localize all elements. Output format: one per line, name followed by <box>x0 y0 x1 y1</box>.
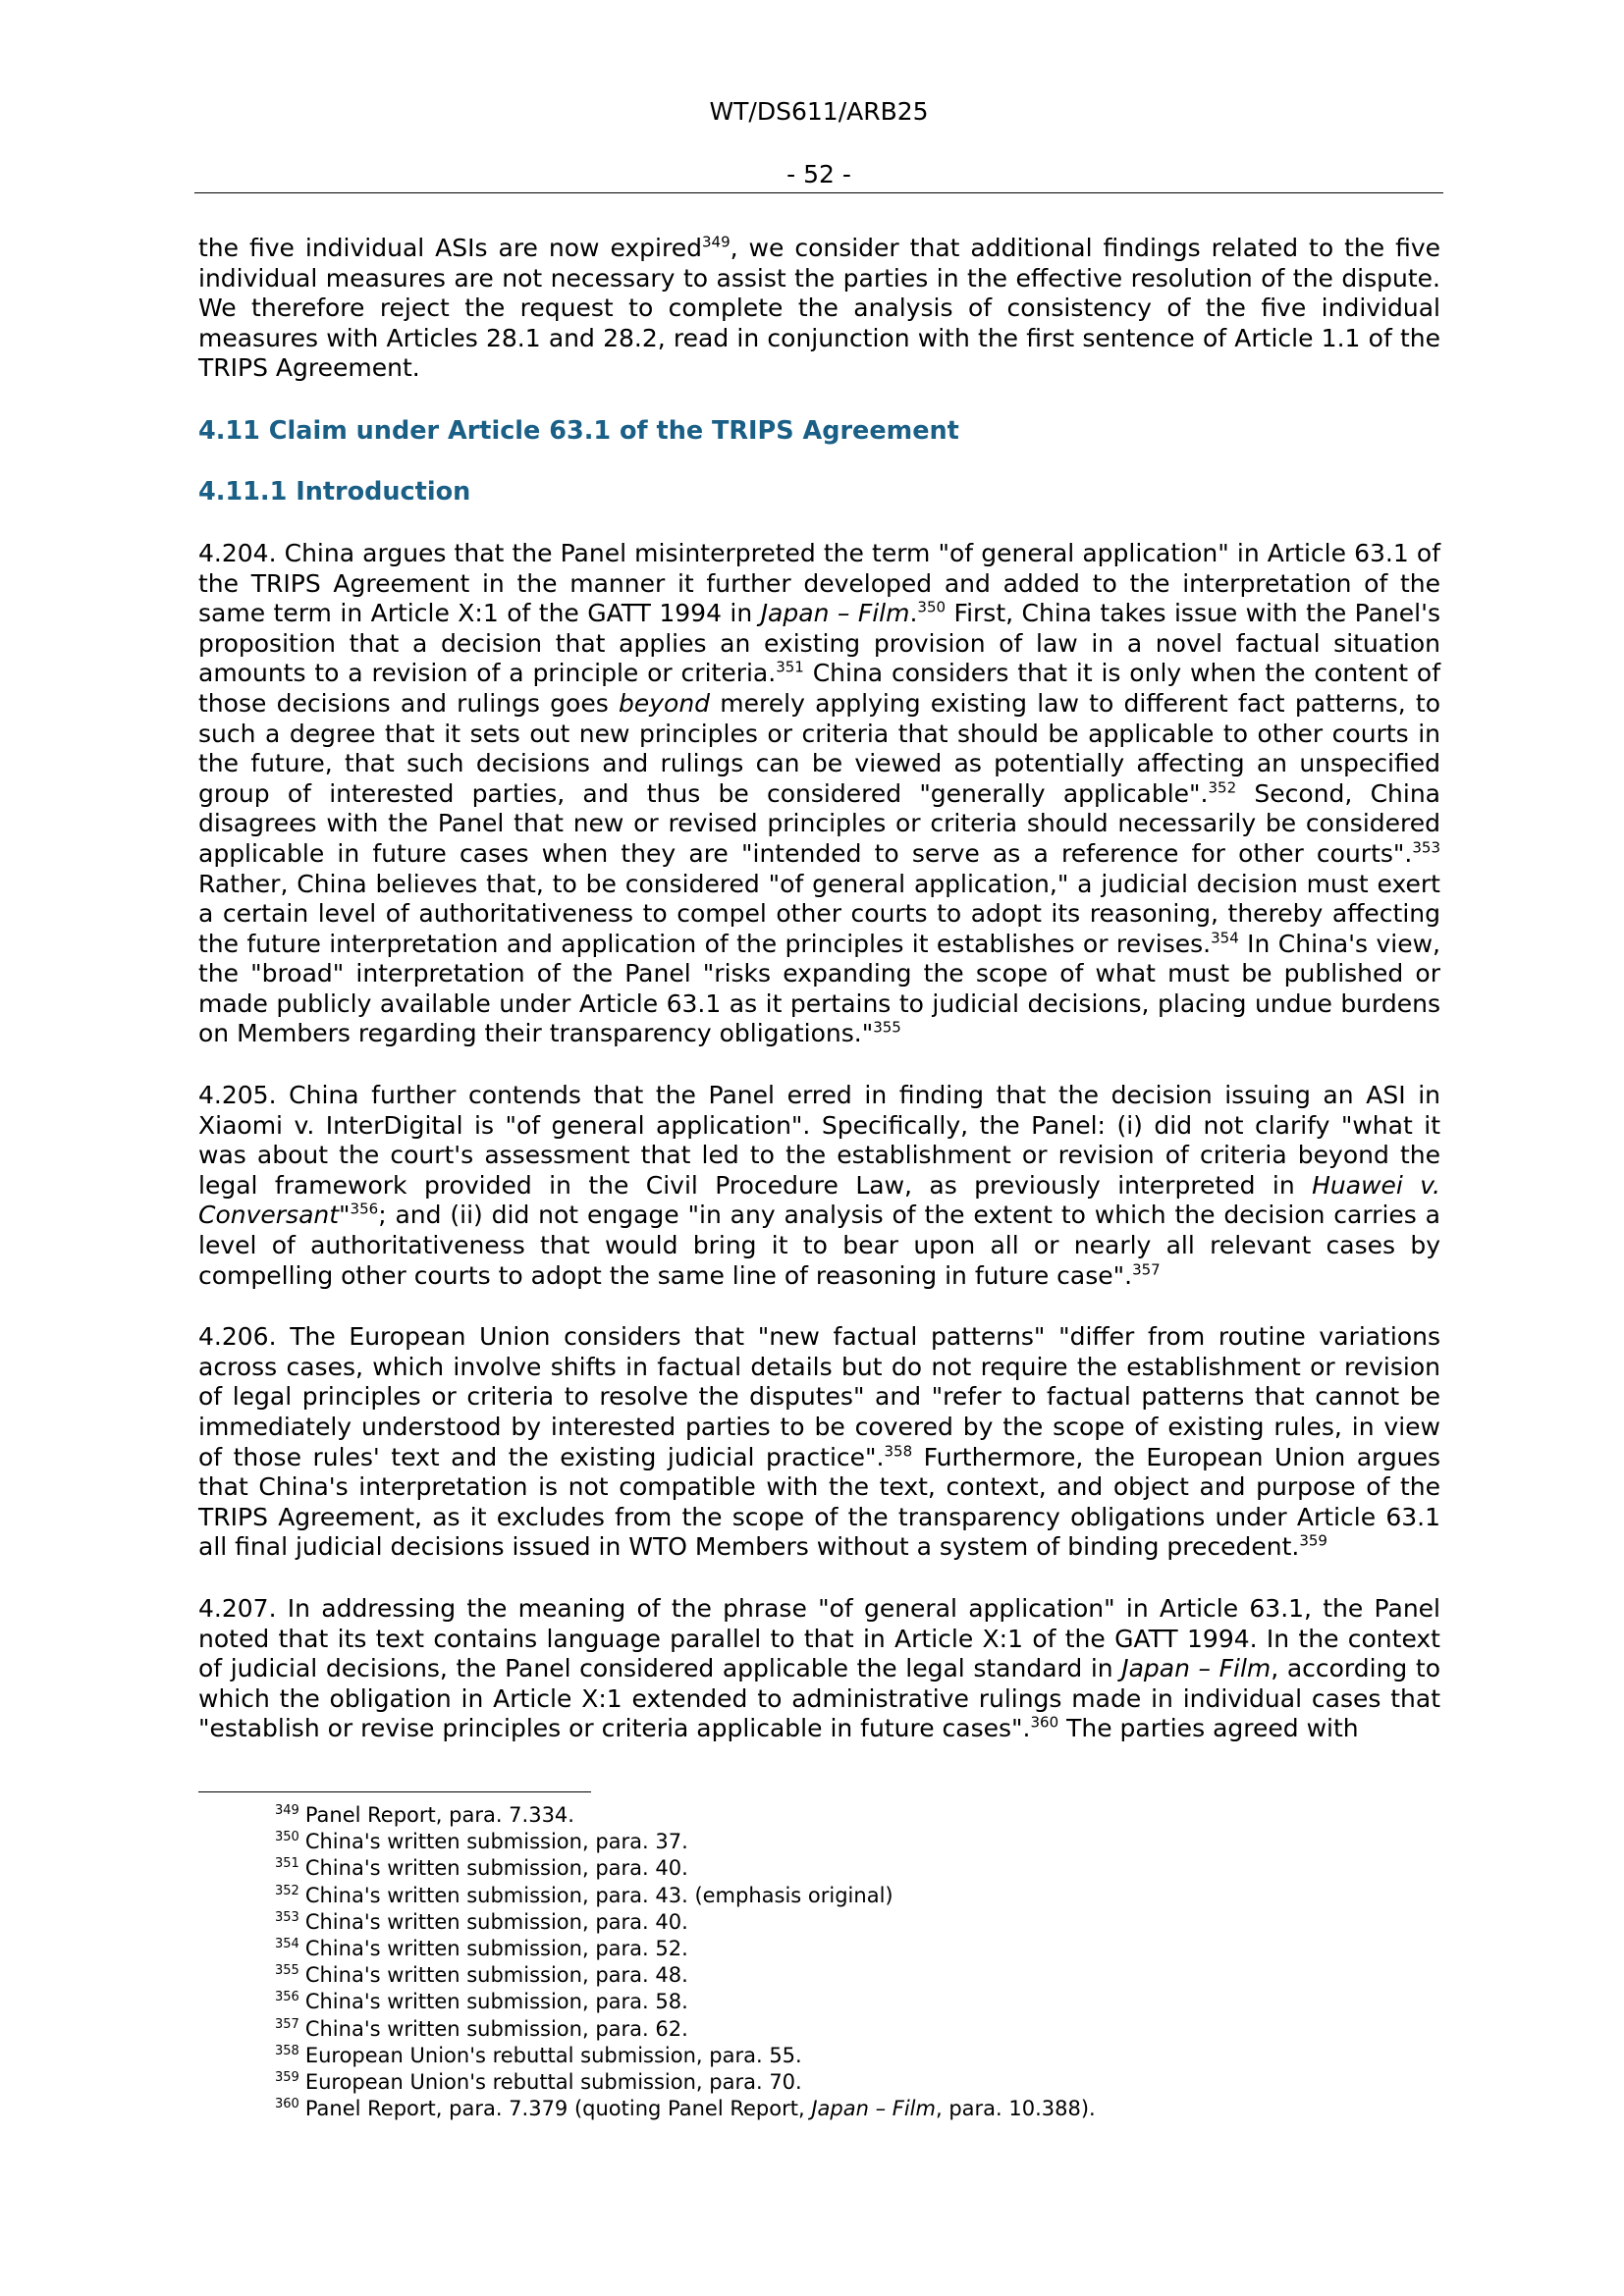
text-run: 4.206. The European Union considers that "new factual patterns" "differ from routine variations across cases, which involve shifts in factual details but do not require the establishment or revision of legal principles or criteria to resolve the disputes" and "refer to factual patterns that cannot be immediately understood by interested parties to be covered by the scope of existing rules, in view of those rules' text and the existing judicial practice". <box>198 1322 1440 1471</box>
footnote-text: China's written submission, para. 43. (emphasis original) <box>304 1883 893 1907</box>
text-run: Furthermore, the European Union argues that China's interpretation is not compatible with the text, context, and object and purpose of the TRIPS Agreement, as it excludes from the scope of the transparency obligations under Article 63.1 all final judicial decisions issued in WTO Members without a system of binding precedent. <box>198 1442 1440 1562</box>
footnote-text: China's written submission, para. 62. <box>304 2016 688 2041</box>
footnote-number: 351 <box>275 1856 299 1872</box>
document-symbol: WT/DS611/ARB25 <box>709 97 929 126</box>
footnote-number: 355 <box>275 1963 299 1979</box>
section-heading: 4.11 Claim under Article 63.1 of the TRIPS Agreement <box>198 415 959 446</box>
text-run: China considers that it is only when the content of those decisions and rulings goes <box>198 659 1440 718</box>
footnote <box>275 2096 1434 2122</box>
footnotes <box>275 1802 1434 2122</box>
paragraph-4-204 <box>198 539 1440 1049</box>
emphasis: beyond <box>618 688 711 718</box>
footnote-ref[interactable]: 360 <box>1030 1714 1059 1733</box>
footnote <box>275 1936 1434 1962</box>
footnote <box>275 1802 1434 1829</box>
paragraph-4-206 <box>198 1322 1440 1563</box>
case-name: Japan – Film <box>1121 1654 1272 1683</box>
text-run: merely applying existing law to different fact patterns, to such a degree that it sets out new principles or criteria that should be applicable to other courts in the future, that such decisions and rulings can be viewed as potentially affecting an unspecified group of interested parties, and thus be considered "generally applicable". <box>198 688 1440 808</box>
text-run: " <box>339 1201 351 1230</box>
footnote-text: China's written submission, para. 58. <box>304 1990 688 2014</box>
footnote <box>275 1989 1434 2015</box>
footnote <box>275 1962 1434 1989</box>
footnote-text: China's written submission, para. 40. <box>304 1909 688 1934</box>
footnote-number: 349 <box>275 1803 299 1818</box>
page-number: - 52 - <box>786 160 851 188</box>
footnote-ref[interactable]: 355 <box>873 1019 901 1038</box>
text-run: 4.207. In addressing the meaning of the phrase "of general application" in Article 63.1, the Panel noted that its text contains language parallel to that in Article X:1 of the GATT 1994. In the context of judicial decisions, the Panel considered applicable the legal standard in <box>198 1593 1440 1683</box>
text-run: 4.205. China further contends that the Panel erred in finding that the decision issuing an ASI in Xiaomi v. InterDigital is "of general application". Specifically, the Panel: (i) did not clarify "what it was about the court's assessment that led to the establishment or revision of criteria beyond the legal framework provided in the Civil Procedure Law, as previously interpreted in <box>198 1081 1440 1200</box>
footnote-ref[interactable]: 353 <box>1412 838 1440 857</box>
paragraph-4-207 <box>198 1594 1440 1744</box>
footnote-text: Panel Report, para. 7.334. <box>304 1803 574 1827</box>
text-run: , according to which the obligation in Article X:1 extended to administrative rulings made in individual cases that "establish or revise principles or criteria applicable in future cases". <box>198 1654 1440 1743</box>
case-name: Japan – Film <box>760 599 910 628</box>
footnote <box>275 2069 1434 2096</box>
text-run: Rather, China believes that, to be considered "of general application," a judicial decision must exert a certain level of authoritativeness to compel other courts to adopt its reasoning, thereby affecting the future interpretation and application of the principles it establishes or revises. <box>198 869 1440 958</box>
text-run: the five individual ASIs are now expired <box>198 234 702 262</box>
footnote-ref[interactable]: 359 <box>1299 1532 1327 1551</box>
footnote-ref[interactable]: 358 <box>884 1442 913 1461</box>
footnote-ref[interactable]: 349 <box>701 233 731 251</box>
footnote <box>275 1855 1434 1882</box>
footnote-ref[interactable]: 351 <box>776 659 804 677</box>
footnote <box>275 2016 1434 2043</box>
footnote-number: 359 <box>275 2070 299 2086</box>
footnote-number: 354 <box>275 1937 299 1952</box>
text-run: . <box>909 599 918 628</box>
footnote <box>275 1829 1434 1855</box>
case-name: Japan – Film <box>811 2097 936 2121</box>
footnote-number: 358 <box>275 2043 299 2058</box>
text-run: ; and (ii) did not engage "in any analysis of the extent to which the decision carries a level of authoritativeness that would bring it to bear upon all or nearly all relevant cases by compelling other courts to adopt the same line of reasoning in future case". <box>198 1201 1440 1290</box>
text-run: , we consider that additional findings related to the five individual measures are not necessary to assist the parties in the effective resolution of the dispute. We therefore reject the request to complete the analysis of consistency of the five individual measures with Articles 28.1 and 28.2, read in conjunction with the first sentence of Article 1.1 of the TRIPS Agreement. <box>198 234 1441 383</box>
document-body <box>198 234 1440 1744</box>
footnote-text: China's written submission, para. 40. <box>304 1856 688 1881</box>
text-run: First, China takes issue with the Panel's proposition that a decision that applies an existing provision of law in a novel factual situation amounts to a revision of a principle or criteria. <box>198 599 1441 688</box>
footnote-number: 360 <box>275 2097 299 2112</box>
footnote-number: 357 <box>275 2016 299 2032</box>
footnote-text: European Union's rebuttal submission, para. 55. <box>304 2043 802 2067</box>
footnote-ref[interactable]: 352 <box>1208 778 1237 797</box>
footnote-separator <box>198 1791 591 1792</box>
footnote-text: Panel Report, para. 7.379 (quoting Panel Report, <box>304 2097 812 2121</box>
paragraph-4-205 <box>198 1081 1440 1291</box>
footnote-number: 352 <box>275 1883 299 1898</box>
text-run: Second, China disagrees with the Panel that new or revised principles or criteria should necessarily be considered applicable in future cases when they are "intended to serve as a reference for other courts". <box>198 778 1440 868</box>
footnote-number: 353 <box>275 1909 299 1925</box>
text-run: In China's view, the "broad" interpretation of the Panel "risks expanding the scope of what must be published or made publicly available under Article 63.1 as it pertains to judicial decisions, placing undue burdens on Members regarding their transparency obligations." <box>198 929 1440 1048</box>
header-rule <box>194 192 1443 193</box>
subsection-heading: 4.11.1 Introduction <box>198 476 471 507</box>
footnote-text: European Union's rebuttal submission, para. 70. <box>304 2070 802 2095</box>
footnote <box>275 2043 1434 2069</box>
footnote-ref[interactable]: 357 <box>1132 1260 1161 1279</box>
footnote <box>275 1883 1434 1909</box>
footnote-number: 350 <box>275 1830 299 1845</box>
footnote <box>275 1909 1434 1936</box>
footnote-text: China's written submission, para. 37. <box>304 1830 688 1854</box>
footnote-ref[interactable]: 350 <box>917 598 947 616</box>
footnote-text: China's written submission, para. 48. <box>304 1963 688 1988</box>
text-run: The parties agreed with <box>1058 1714 1359 1743</box>
footnote-text: China's written submission, para. 52. <box>304 1937 688 1961</box>
paragraph-continuation <box>198 234 1440 384</box>
footnote-text: , para. 10.388). <box>935 2097 1096 2121</box>
footnote-number: 356 <box>275 1990 299 2005</box>
text-run: 4.204. China argues that the Panel misinterpreted the term "of general application" in Article 63.1 of the TRIPS Agreement in the manner it further developed and added to the interpretation of the same term in Article X:1 of the GATT 1994 in <box>198 538 1440 628</box>
footnote-ref[interactable]: 356 <box>350 1201 379 1219</box>
case-name: Huawei v. Conversant <box>198 1170 1440 1230</box>
footnote-ref[interactable]: 354 <box>1211 929 1239 947</box>
